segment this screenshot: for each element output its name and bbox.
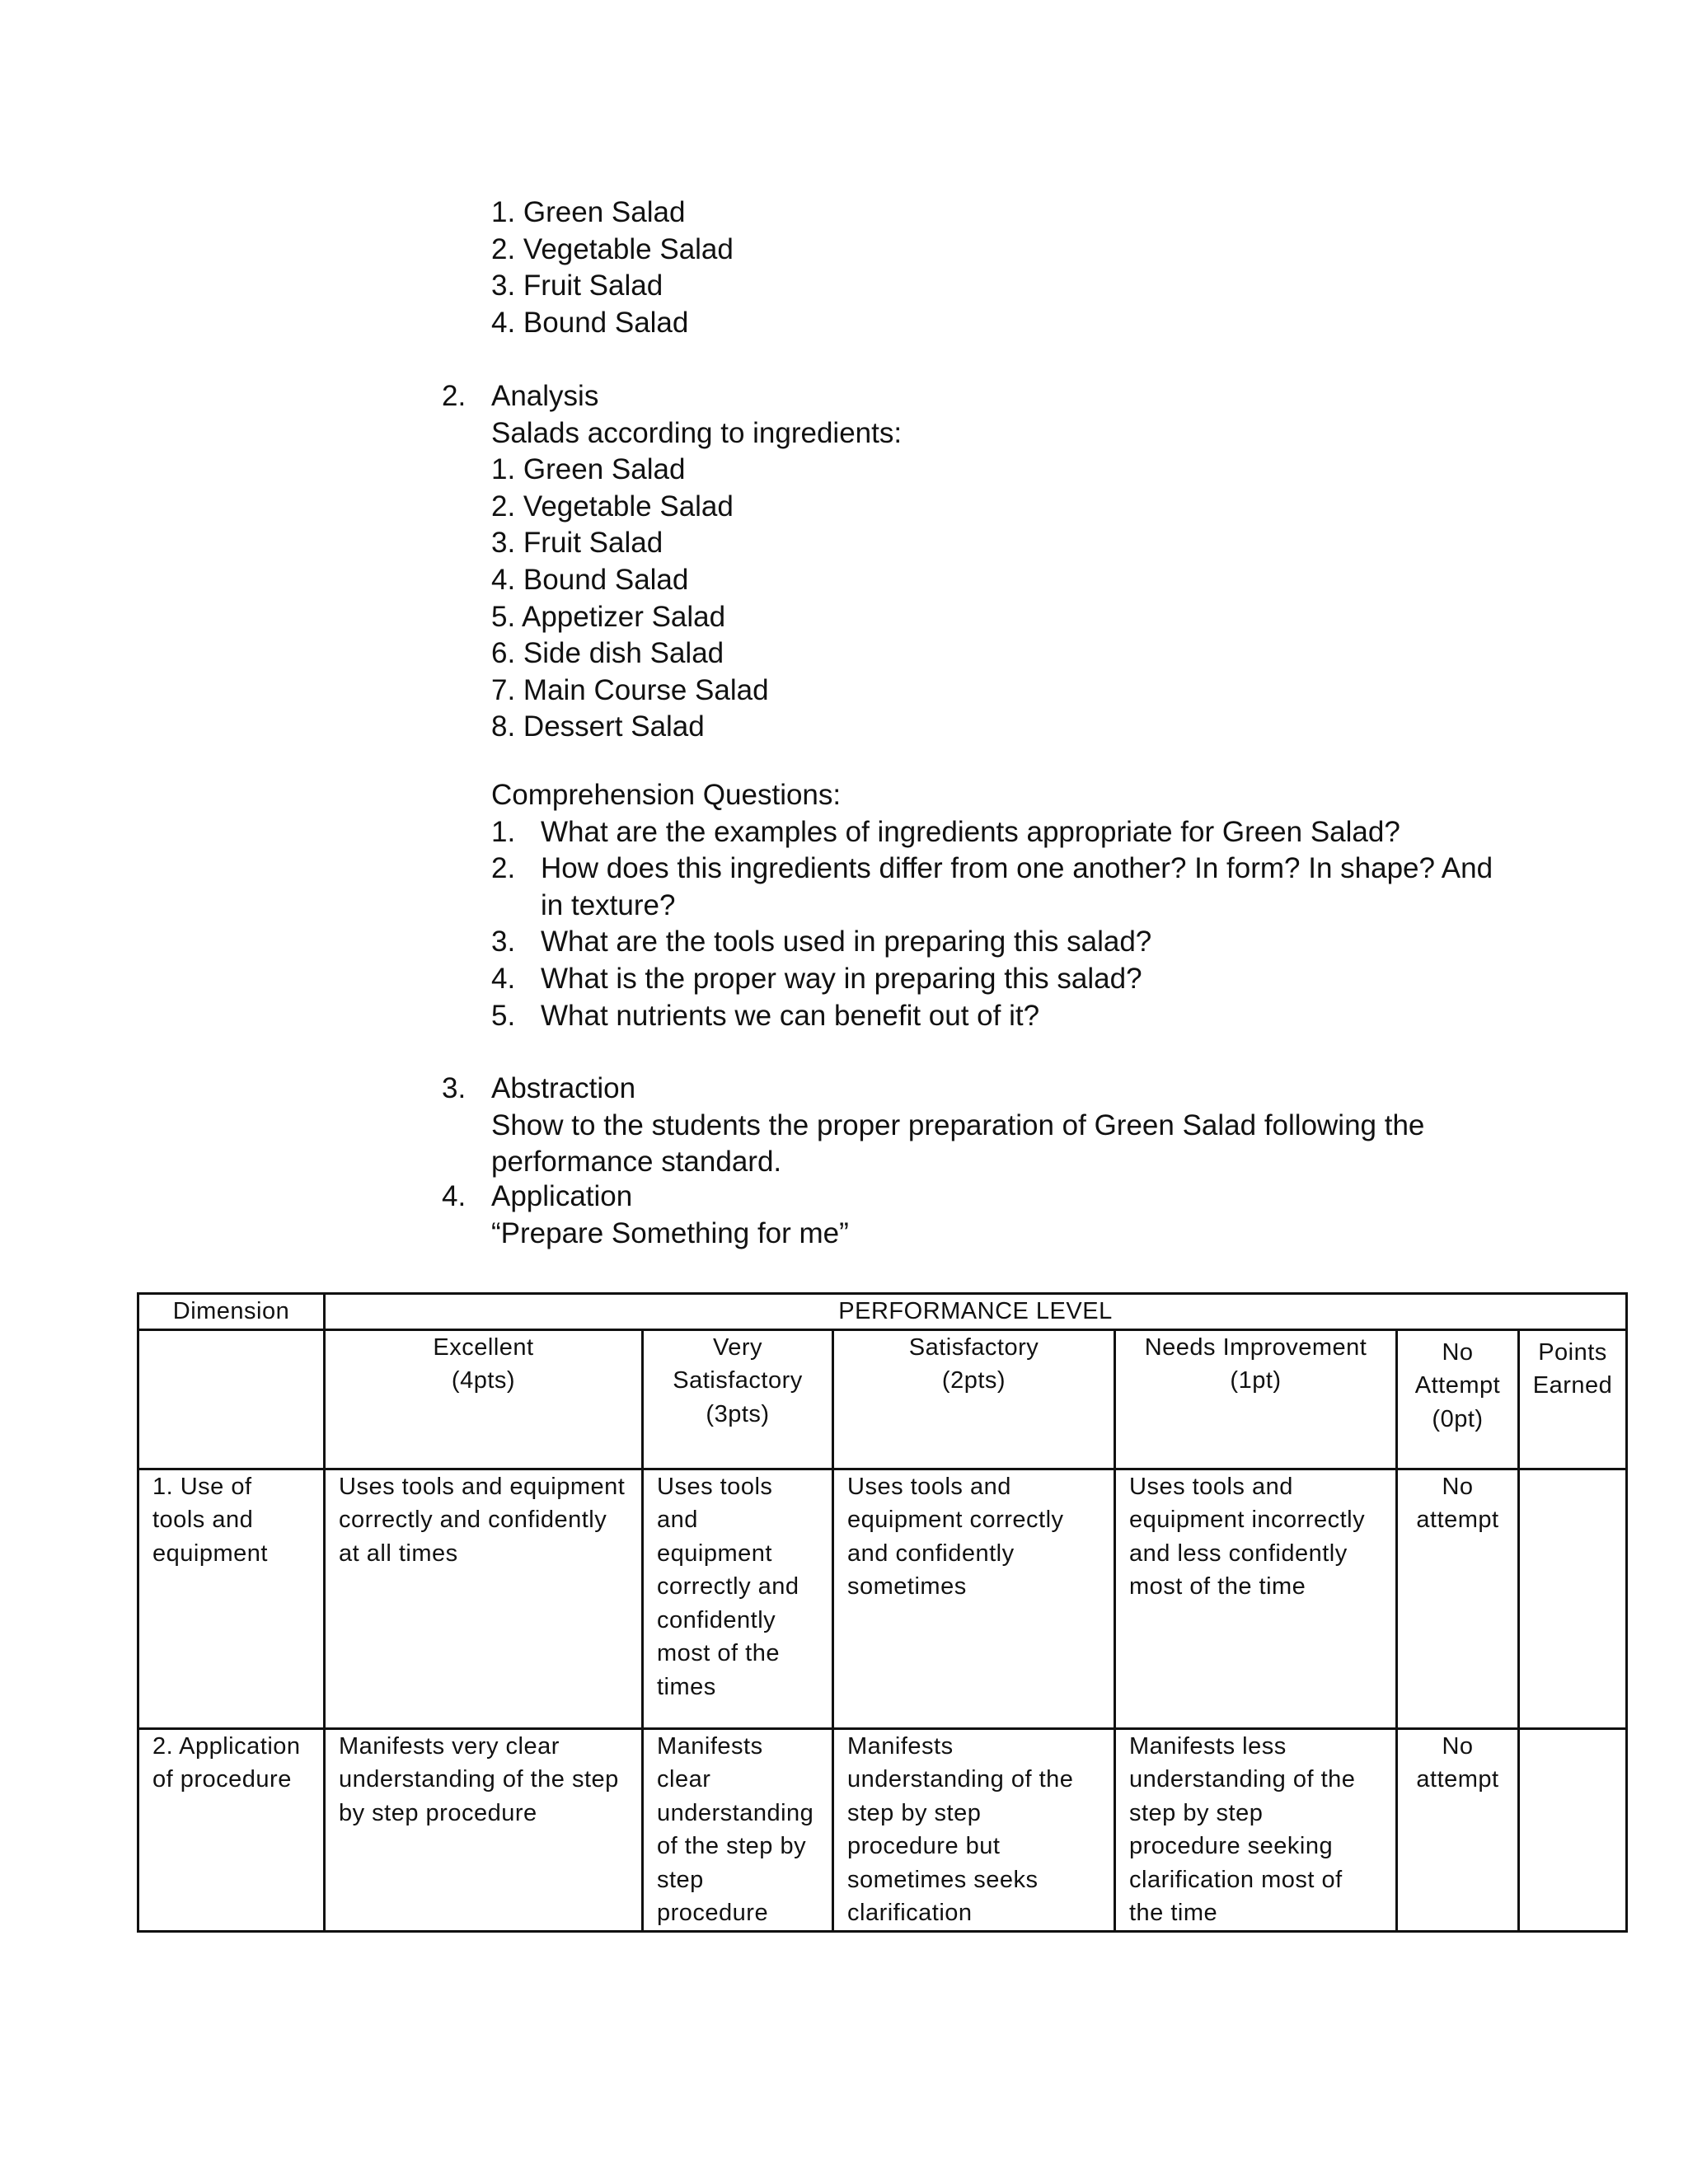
cell-line: understanding of the step [339,1766,619,1793]
level-header [1397,1329,1519,1469]
cell-line: of the step by [657,1833,807,1859]
cell-line: equipment correctly [847,1507,1064,1533]
level-points: (1pt) [1230,1367,1282,1394]
question-number: 2. [491,852,516,885]
level-points: (0pt) [1432,1405,1484,1432]
cell-line: equipment incorrectly [1129,1507,1366,1533]
table-row [138,1728,1627,1931]
question-text: What are the examples of ingredients appropriate for Green Salad? [541,815,1400,848]
question-number: 4. [491,962,516,995]
level-name: Needs Improvement [1144,1333,1367,1361]
section-number: 3. [442,1072,467,1104]
cell-line: and [657,1507,698,1533]
dimension-cell [138,1728,325,1931]
list-item: 4. Bound Salad [491,306,689,339]
cell-line: by step procedure [339,1799,537,1826]
cell-line: step by step [1129,1799,1264,1826]
cell-line: sometimes [847,1573,967,1600]
cell-line: most of the [657,1640,780,1666]
cell-line: clarification most of [1129,1866,1343,1893]
comprehension-heading: Comprehension Questions: [491,779,842,811]
table-cell [138,1329,325,1469]
analysis-subheading: Salads according to ingredients: [491,416,903,449]
cell-line: attempt [1416,1507,1499,1533]
cell-line: 1. Use of [152,1473,252,1500]
criteria-cell [1115,1469,1397,1728]
cell-line: understanding of the [1129,1766,1356,1793]
cell-line: procedure seeking [1129,1833,1334,1859]
list-item: 7. Main Course Salad [491,673,769,706]
cell-line: correctly and [657,1573,799,1600]
section-heading: Abstraction [491,1072,636,1104]
question-text: in texture? [541,888,676,921]
cell-line: No [1442,1473,1474,1500]
cell-line: and confidently [847,1540,1015,1567]
level-name: Points [1538,1338,1607,1366]
cell-line: equipment [152,1540,268,1567]
level-name: Satisfactory [908,1333,1039,1361]
level-name: Excellent [433,1333,534,1361]
criteria-cell [643,1469,833,1728]
cell-line: of procedure [152,1766,292,1793]
level-header [643,1329,833,1469]
list-item: 5. Appetizer Salad [491,600,726,633]
comprehension-section [491,777,1493,1034]
list-item: 4. Bound Salad [491,563,689,596]
cell-line: the time [1129,1900,1218,1926]
level-name: Earned [1532,1372,1613,1399]
table-row [138,1469,1627,1728]
level-header [1115,1329,1397,1469]
criteria-cell [1397,1728,1519,1931]
cell-line: step [657,1866,704,1893]
list-item: 3. Fruit Salad [491,527,663,560]
cell-line: clear [657,1766,711,1793]
level-points: (2pts) [941,1367,1006,1394]
analysis-section [442,378,902,746]
table-header-row [138,1329,1627,1469]
list-item: 1. Green Salad [491,453,686,486]
question-number: 3. [491,926,516,958]
cell-line: procedure but [847,1833,1001,1859]
cell-line: Manifests less [1129,1732,1287,1760]
abstraction-text: performance standard. [491,1146,782,1179]
level-name: Very [712,1333,763,1361]
cell-line: tools and [152,1507,254,1533]
cell-line: understanding [657,1799,814,1826]
abstraction-section [442,1071,1424,1181]
application-section [442,1179,849,1252]
cell-line: times [657,1673,716,1700]
list-item: 6. Side dish Salad [491,637,724,670]
abstraction-text: Show to the students the proper preparation of Green Salad following the [491,1108,1425,1141]
points-earned-cell [1519,1728,1627,1931]
section-number: 2. [442,380,467,412]
cell-line: attempt [1416,1766,1499,1793]
section-number: 4. [442,1180,467,1212]
criteria-cell [325,1469,643,1728]
cell-line: 2. Application [152,1732,301,1760]
criteria-cell [833,1469,1115,1728]
criteria-cell [1397,1469,1519,1728]
points-earned-header [1519,1329,1627,1469]
cell-line: and less confidently [1129,1540,1348,1567]
cell-line: Uses tools [657,1473,773,1500]
cell-line: Manifests [847,1732,954,1760]
dimension-cell [138,1469,325,1728]
list-item: 3. Fruit Salad [491,269,663,302]
criteria-cell [833,1728,1115,1931]
criteria-cell [325,1728,643,1931]
list-item: 2. Vegetable Salad [491,490,734,523]
cell-line: confidently [657,1606,776,1633]
list-item: 2. Vegetable Salad [491,232,734,265]
cell-line: clarification [847,1900,973,1926]
cell-line: step by step [847,1799,982,1826]
rubric-table [137,1292,1628,1933]
criteria-cell [643,1728,833,1931]
level-points: (3pts) [706,1400,770,1427]
cell-line: most of the time [1129,1573,1306,1600]
question-number: 5. [491,999,516,1032]
question-text: What is the proper way in preparing this salad? [541,962,1142,995]
level-name: No [1442,1338,1474,1366]
list-item: 8. Dessert Salad [491,710,705,743]
question-number: 1. [491,815,516,848]
cell-line: Uses tools and [1129,1473,1293,1500]
dimension-header: Dimension [138,1294,325,1330]
level-header [325,1329,643,1469]
cell-line: Uses tools and [847,1473,1011,1500]
level-name: Attempt [1414,1372,1501,1399]
level-points: (4pts) [451,1367,516,1394]
cell-line: Manifests [657,1732,763,1760]
cell-line: sometimes seeks [847,1866,1039,1893]
cell-line: No [1442,1732,1474,1760]
question-text: How does this ingredients differ from one another? In form? In shape? And [541,852,1493,885]
section-heading: Analysis [491,380,599,412]
list-item: 1. Green Salad [491,196,686,228]
cell-line: Uses tools and equipment [339,1473,626,1500]
table-header-row [138,1294,1627,1330]
question-text: What nutrients we can benefit out of it? [541,999,1040,1032]
cell-line: equipment [657,1540,772,1567]
cell-line: Manifests very clear [339,1732,560,1760]
cell-line: correctly and confidently [339,1507,607,1533]
points-earned-cell [1519,1469,1627,1728]
cell-line: procedure [657,1900,769,1926]
section-heading: Application [491,1180,633,1212]
performance-level-header: PERFORMANCE LEVEL [325,1294,1627,1330]
criteria-cell [1115,1728,1397,1931]
application-text: “Prepare Something for me” [491,1216,849,1249]
salad-types-list [491,194,734,341]
question-text: What are the tools used in preparing this salad? [541,926,1152,958]
level-name: Satisfactory [673,1367,803,1394]
cell-line: at all times [339,1540,458,1567]
level-header [833,1329,1115,1469]
cell-line: understanding of the [847,1766,1074,1793]
